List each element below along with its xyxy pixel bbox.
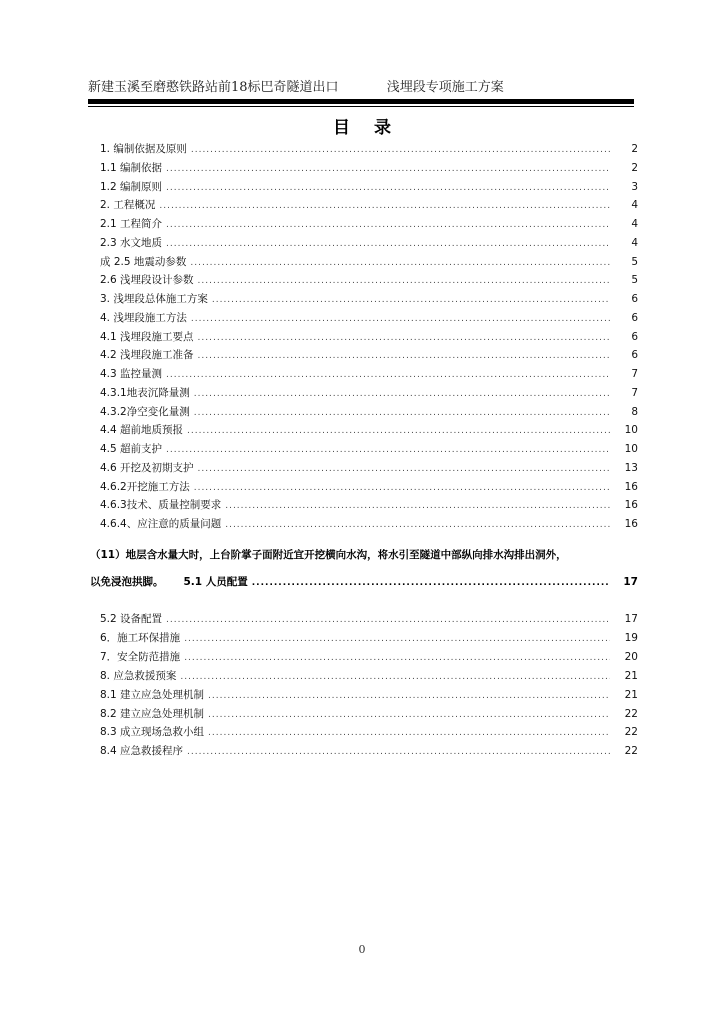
header-rule-thin xyxy=(88,106,634,107)
toc-entry-label: 8.4 应急救援程序 xyxy=(100,745,184,758)
toc-entry-label: 4.5 超前支护 xyxy=(100,443,163,455)
toc-entry-label: 1.1 编制依据 xyxy=(100,161,163,174)
toc-entry[interactable] xyxy=(100,705,638,723)
toc-dot-leader xyxy=(184,649,610,667)
toc-entry-label: 4.6 开挖及初期支护 xyxy=(100,461,194,474)
toc-entry[interactable] xyxy=(100,234,638,252)
toc-entry-page: 19 xyxy=(624,631,638,644)
toc-dot-leader xyxy=(166,235,610,253)
toc-entry-label: 4.1 浅埋段施工要点 xyxy=(100,330,194,343)
toc-entry[interactable] xyxy=(100,610,638,628)
toc-entry-label: 6．施工环保措施 xyxy=(100,631,181,644)
toc-entry-page: 5 xyxy=(631,255,638,268)
toc-entry-label: 4.6.3技术、质量控制要求 xyxy=(100,499,222,512)
toc-dot-leader xyxy=(187,743,610,761)
header-document-title: 浅埋段专项施工方案 xyxy=(386,80,504,95)
toc-entry-stray[interactable] xyxy=(90,573,638,591)
toc-entry-label: 4.2 浅埋段施工准备 xyxy=(100,349,194,362)
toc-entry-page: 21 xyxy=(624,688,638,701)
toc-entry-label: 5.1 人员配置 xyxy=(183,576,248,588)
toc-entry-page: 10 xyxy=(624,443,638,455)
toc-dot-leader xyxy=(166,160,610,178)
toc-entry[interactable] xyxy=(100,384,638,402)
toc-entry-page: 16 xyxy=(624,480,638,493)
toc-entry[interactable] xyxy=(100,290,638,308)
toc-dot-leader xyxy=(166,179,610,197)
toc-dot-leader xyxy=(225,516,610,534)
header-project-title: 新建玉溪至磨憨铁路站前18标巴奇隧道出口 xyxy=(88,80,339,95)
toc-entry-label: 7．安全防范措施 xyxy=(100,650,181,663)
toc-entry[interactable] xyxy=(100,478,638,496)
toc-entry-label: 4.6.4、应注意的质量问题 xyxy=(100,518,222,530)
toc-dot-leader xyxy=(208,724,610,742)
toc-entry-label: 2.6 浅埋段设计参数 xyxy=(100,274,194,287)
toc-entry-page: 8 xyxy=(631,405,638,418)
toc-entry-label: 8. 应急救援预案 xyxy=(100,669,177,682)
toc-entry-page: 20 xyxy=(624,650,638,663)
toc-entry[interactable] xyxy=(100,421,638,439)
toc-entry-page: 16 xyxy=(624,499,638,512)
toc-entry-label: 8.3 成立现场急救小组 xyxy=(100,726,205,739)
toc-entry[interactable] xyxy=(100,346,638,364)
toc-entry-label: 4. 浅埋段施工方法 xyxy=(100,311,187,324)
toc-entry-label: 1. 编制依据及原则 xyxy=(100,143,187,155)
toc-dot-leader xyxy=(166,441,610,459)
toc-entry-label: 3. 浅埋段总体施工方案 xyxy=(100,293,208,305)
toc-dot-leader xyxy=(198,329,610,347)
toc-dot-leader xyxy=(208,706,610,724)
toc-dot-leader xyxy=(184,630,610,648)
toc-dot-leader xyxy=(166,611,610,629)
toc-entry-label: 2. 工程概况 xyxy=(100,199,156,212)
toc-dot-leader xyxy=(194,479,610,497)
toc-entry[interactable] xyxy=(100,440,638,458)
toc-entry[interactable] xyxy=(100,742,638,760)
toc-entry[interactable] xyxy=(100,515,638,533)
toc-entry-label: 8.1 建立应急处理机制 xyxy=(100,688,205,701)
toc-entry[interactable] xyxy=(100,215,638,233)
toc-entry[interactable] xyxy=(100,271,638,289)
toc-entry[interactable] xyxy=(100,723,638,741)
toc-dot-leader xyxy=(166,366,610,384)
toc-entry-page: 3 xyxy=(631,180,638,193)
page-header xyxy=(88,76,634,95)
toc-dot-leader xyxy=(166,216,610,234)
toc-entry[interactable] xyxy=(100,140,638,158)
toc-entry[interactable] xyxy=(100,178,638,196)
toc-dot-leader xyxy=(191,310,610,328)
toc-entry-page: 7 xyxy=(631,368,638,380)
toc-entry[interactable] xyxy=(100,309,638,327)
toc-entry-label: 5.2 设备配置 xyxy=(100,613,163,625)
toc-dot-leader xyxy=(159,197,610,215)
toc-entry[interactable] xyxy=(100,196,638,214)
toc-dot-leader xyxy=(252,574,610,592)
toc-entry-page: 7 xyxy=(631,386,638,399)
toc-entry-page: 22 xyxy=(624,707,638,720)
toc-dot-leader xyxy=(194,385,610,403)
toc-entry-label: 2.3 水文地质 xyxy=(100,236,163,249)
toc-dot-leader xyxy=(187,422,610,440)
toc-entry[interactable] xyxy=(100,459,638,477)
toc-entry[interactable] xyxy=(100,365,638,383)
toc-entry-page: 2 xyxy=(631,143,638,155)
toc-dot-leader xyxy=(208,687,610,705)
toc-dot-leader xyxy=(180,668,610,686)
toc-entry-label: 4.3 监控量测 xyxy=(100,368,163,380)
toc-entry-label: 4.3.1地表沉降量测 xyxy=(100,386,190,399)
toc-entry[interactable] xyxy=(100,328,638,346)
toc-entry[interactable] xyxy=(100,686,638,704)
toc-entry[interactable] xyxy=(100,403,638,421)
toc-dot-leader xyxy=(198,347,610,365)
toc-entry-page: 10 xyxy=(624,424,638,437)
toc-dot-leader xyxy=(212,291,610,309)
toc-stray-text-line: （11）地层含水量大时，上台阶掌子面附近宜开挖横向水沟，将水引至隧道中部纵向排水沟排出洞外， xyxy=(90,549,567,561)
toc-entry-page: 17 xyxy=(623,576,638,588)
toc-dot-leader xyxy=(198,460,610,478)
toc-dot-leader xyxy=(194,404,610,422)
toc-entry-label: 2.1 工程简介 xyxy=(100,218,163,230)
toc-entry-page: 13 xyxy=(624,461,638,474)
toc-entry-label: 4.3.2净空变化量测 xyxy=(100,405,190,418)
toc-entry[interactable] xyxy=(100,629,638,647)
toc-entry[interactable] xyxy=(100,496,638,514)
toc-entry-page: 6 xyxy=(631,293,638,305)
toc-dot-leader xyxy=(190,254,610,272)
toc-entry-page: 17 xyxy=(624,613,638,625)
toc-entry-label: 1.2 编制原则 xyxy=(100,180,163,193)
toc-entry-page: 4 xyxy=(631,236,638,249)
toc-entry-page: 6 xyxy=(631,330,638,343)
toc-entry-page: 4 xyxy=(631,218,638,230)
toc-entry-page: 22 xyxy=(624,726,638,739)
toc-title: 目录 xyxy=(333,118,415,138)
toc-entry-page: 5 xyxy=(631,274,638,287)
toc-entry[interactable] xyxy=(100,253,638,271)
toc-entry-page: 6 xyxy=(631,349,638,362)
toc-entry-label: 4.6.2开挖施工方法 xyxy=(100,480,190,493)
page-number: 0 xyxy=(358,943,366,956)
toc-entry-label: 成 2.5 地震动参数 xyxy=(100,255,187,268)
header-rule-thick xyxy=(88,99,634,104)
toc-entry-page: 4 xyxy=(631,199,638,212)
toc-entry[interactable] xyxy=(100,648,638,666)
toc-entry[interactable] xyxy=(100,159,638,177)
toc-dot-leader xyxy=(191,141,610,159)
toc-entry-page: 16 xyxy=(624,518,638,530)
toc-dot-leader xyxy=(198,272,610,290)
toc-entry-label: 8.2 建立应急处理机制 xyxy=(100,707,205,720)
toc-entry-label: 4.4 超前地质预报 xyxy=(100,424,184,437)
toc-entry-page: 21 xyxy=(624,669,638,682)
toc-entry[interactable] xyxy=(100,667,638,685)
toc-dot-leader xyxy=(225,497,610,515)
toc-entry-page: 22 xyxy=(624,745,638,758)
toc-entry-page: 6 xyxy=(631,311,638,324)
toc-entry-page: 2 xyxy=(631,161,638,174)
toc-stray-text-tail: 以免浸泡拱脚。 xyxy=(90,576,164,588)
